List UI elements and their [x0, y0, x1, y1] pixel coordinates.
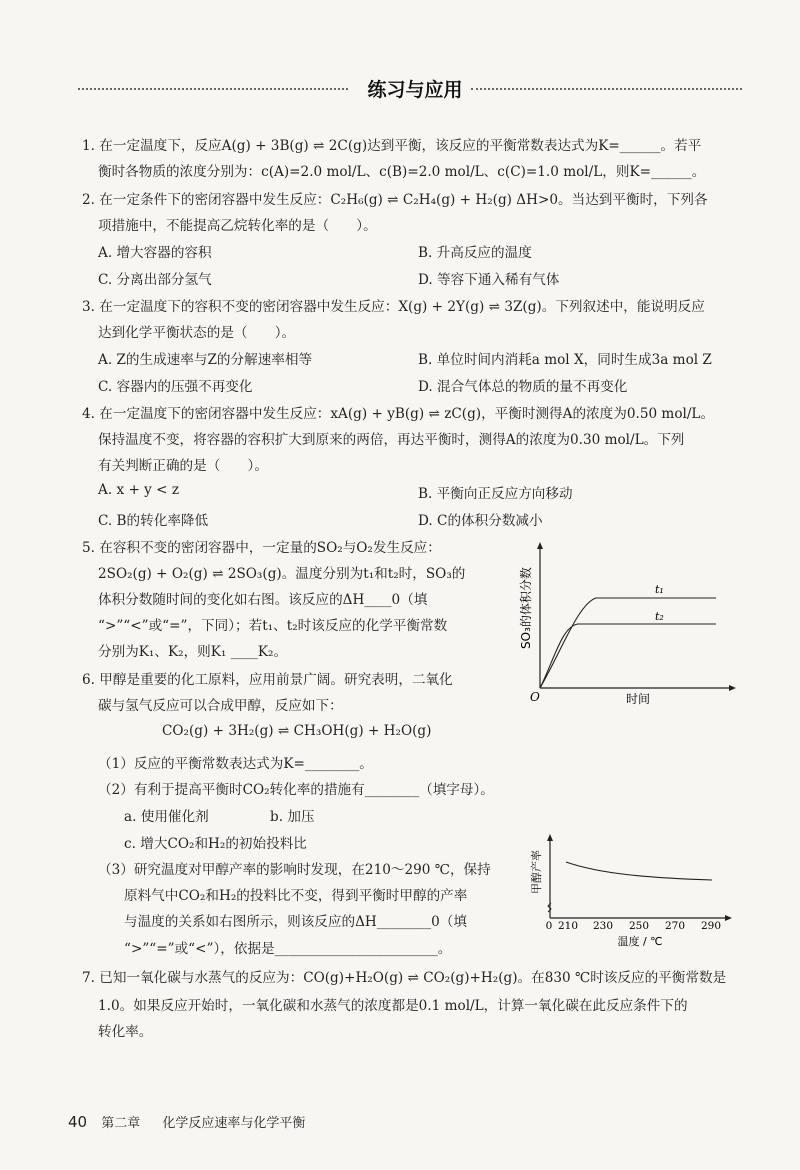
section-header — [78, 75, 742, 103]
q4-option-c: C. B的转化率降低 — [98, 513, 209, 529]
q6-line1: 6. 甲醇是重要的化工原料，应用前景广阔。研究表明，二氧化 — [82, 672, 453, 688]
q6-sub1: （1）反应的平衡常数表达式为K=________。 — [98, 756, 373, 772]
graph1-y-label: SO₃的体积分数 — [519, 567, 533, 649]
chapter-title: 化学反应速率与化学平衡 — [162, 1116, 306, 1131]
graph1-label-t1: t₁ — [655, 583, 664, 596]
graph2-y-label: 甲醇产率 — [530, 850, 543, 894]
page-number: 40 — [68, 1113, 88, 1131]
q3-line2: 达到化学平衡状态的是（ ）。 — [98, 325, 296, 341]
header-dotted-rule-right — [471, 88, 742, 90]
q4-option-d: D. C的体积分数减小 — [418, 513, 543, 529]
graph1-origin: O — [530, 690, 540, 704]
graph1-curve-t2 — [540, 624, 716, 688]
graph2-tick-290: 290 — [700, 920, 722, 932]
graph2-x-label: 温度 / ℃ — [617, 935, 663, 948]
graph2-tick-270: 270 — [664, 920, 686, 932]
q1-line1: 1. 在一定温度下，反应A(g) + 3B(g) ⇌ 2C(g)达到平衡，该反应的平衡常数表达式为K=______。若平 — [82, 138, 702, 154]
q7-line3: 转化率。 — [98, 1024, 153, 1040]
q4-line1: 4. 在一定温度下的密闭容器中发生反应：xA(g) + yB(g) ⇌ zC(g)，平衡时测得A的浓度为0.50 mol/L。 — [82, 406, 715, 422]
graph2-y-arrow-icon — [547, 834, 553, 841]
page-footer — [68, 1112, 305, 1131]
q2-option-c: C. 分离出部分氢气 — [98, 272, 212, 288]
q4-option-a: A. x + y < z — [98, 482, 180, 498]
methanol-yield-graph — [520, 832, 740, 950]
graph1-y-arrow-icon — [537, 542, 543, 549]
header-dotted-rule-left — [78, 88, 348, 90]
q6-sub3-line2: 原料气中CO₂和H₂的投料比不变，得到平衡时甲醇的产率 — [124, 888, 468, 904]
q7-line1: 7. 已知一氧化碳与水蒸气的反应为：CO(g)+H₂O(g) ⇌ CO₂(g)+H₂(g)。在830 ℃时该反应的平衡常数是 — [82, 970, 727, 986]
q3-option-a: A. Z的生成速率与Z的分解速率相等 — [98, 352, 313, 368]
q5-line5: 分别为K₁、K₂，则K₁ ____K₂。 — [98, 644, 288, 660]
graph1-label-t2: t₂ — [655, 610, 664, 623]
q3-option-c: C. 容器内的压强不再变化 — [98, 379, 253, 395]
q3-line1: 3. 在一定温度下的容积不变的密闭容器中发生反应：X(g) + 2Y(g) ⇌ 3Z(g)。下列叙述中，能说明反应 — [82, 299, 705, 315]
q5-line2: 2SO₂(g) + O₂(g) ⇌ 2SO₃(g)。温度分别为t₁和t₂时，SO₃的 — [98, 566, 466, 582]
q3-option-b: B. 单位时间内消耗a mol X，同时生成3a mol Z — [418, 352, 712, 368]
chapter-number: 第二章 — [101, 1116, 141, 1131]
q5-line3: 体积分数随时间的变化如右图。该反应的ΔH____0（填 — [98, 592, 428, 608]
q2-option-d: D. 等容下通入稀有气体 — [418, 272, 560, 288]
graph2-tick-230: 230 — [592, 920, 614, 932]
so3-fraction-graph — [510, 538, 740, 708]
graph2-tick-210: 210 — [557, 920, 579, 932]
graph2-x-arrow-icon — [725, 915, 732, 921]
q6-sub2-option-a: a. 使用催化剂 — [124, 809, 209, 825]
q6-sub2: （2）有利于提高平衡时CO₂转化率的措施有________（填字母）。 — [98, 782, 494, 798]
q7-line2: 1.0。如果反应开始时，一氧化碳和水蒸气的浓度都是0.1 mol/L，计算一氧化碳在此反应条件下的 — [98, 998, 688, 1014]
q6-sub2-option-c: c. 增大CO₂和H₂的初始投料比 — [124, 836, 307, 852]
graph2-yield-curve — [566, 862, 712, 880]
q4-option-b: B. 平衡向正反应方向移动 — [418, 486, 573, 502]
q6-sub3-line1: （3）研究温度对甲醇产率的影响时发现，在210～290 ℃，保持 — [98, 862, 491, 878]
graph2-tick-0: 0 — [545, 920, 553, 932]
q6-sub3-line3: 与温度的关系如右图所示，则该反应的ΔH________0（填 — [124, 914, 467, 930]
q2-line2: 项措施中，不能提高乙烷转化率的是（ ）。 — [98, 218, 377, 234]
graph1-x-label: 时间 — [625, 692, 651, 706]
q4-line2: 保持温度不变，将容器的容积扩大到原来的两倍，再达平衡时，测得A的浓度为0.30 mol/L。下列 — [98, 432, 685, 448]
graph1-x-arrow-icon — [729, 685, 736, 691]
q3-option-d: D. 混合气体总的物质的量不再变化 — [418, 379, 628, 395]
q6-sub2-option-b: b. 加压 — [270, 809, 315, 825]
q1-line2: 衡时各物质的浓度分别为：c(A)=2.0 mol/L、c(B)=2.0 mol/L、c(C)=1.0 mol/L，则K=______。 — [98, 164, 706, 180]
q2-line1: 2. 在一定条件下的密闭容器中发生反应：C₂H₆(g) ⇌ C₂H₄(g) + H₂(g) ΔH>0。当达到平衡时，下列各 — [82, 192, 708, 208]
q6-equation: CO₂(g) + 3H₂(g) ⇌ CH₃OH(g) + H₂O(g) — [162, 723, 432, 739]
q6-sub3-line4: “>”“=”或“<”），依据是________________________。 — [124, 941, 452, 957]
q6-line2: 碳与氢气反应可以合成甲醇，反应如下： — [98, 698, 343, 714]
q5-line4: “>”“<”或“=”，下同）；若t₁、t₂时该反应的化学平衡常数 — [98, 618, 448, 634]
q4-line3: 有关判断正确的是（ ）。 — [98, 458, 268, 474]
q2-option-a: A. 增大容器的容积 — [98, 245, 212, 261]
q5-line1: 5. 在容积不变的密闭容器中，一定量的SO₂与O₂发生反应： — [82, 540, 441, 556]
q2-option-b: B. 升高反应的温度 — [418, 245, 532, 261]
section-title: 练习与应用 — [367, 79, 463, 101]
graph1-curve-t1 — [540, 598, 716, 688]
graph2-tick-250: 250 — [628, 920, 650, 932]
